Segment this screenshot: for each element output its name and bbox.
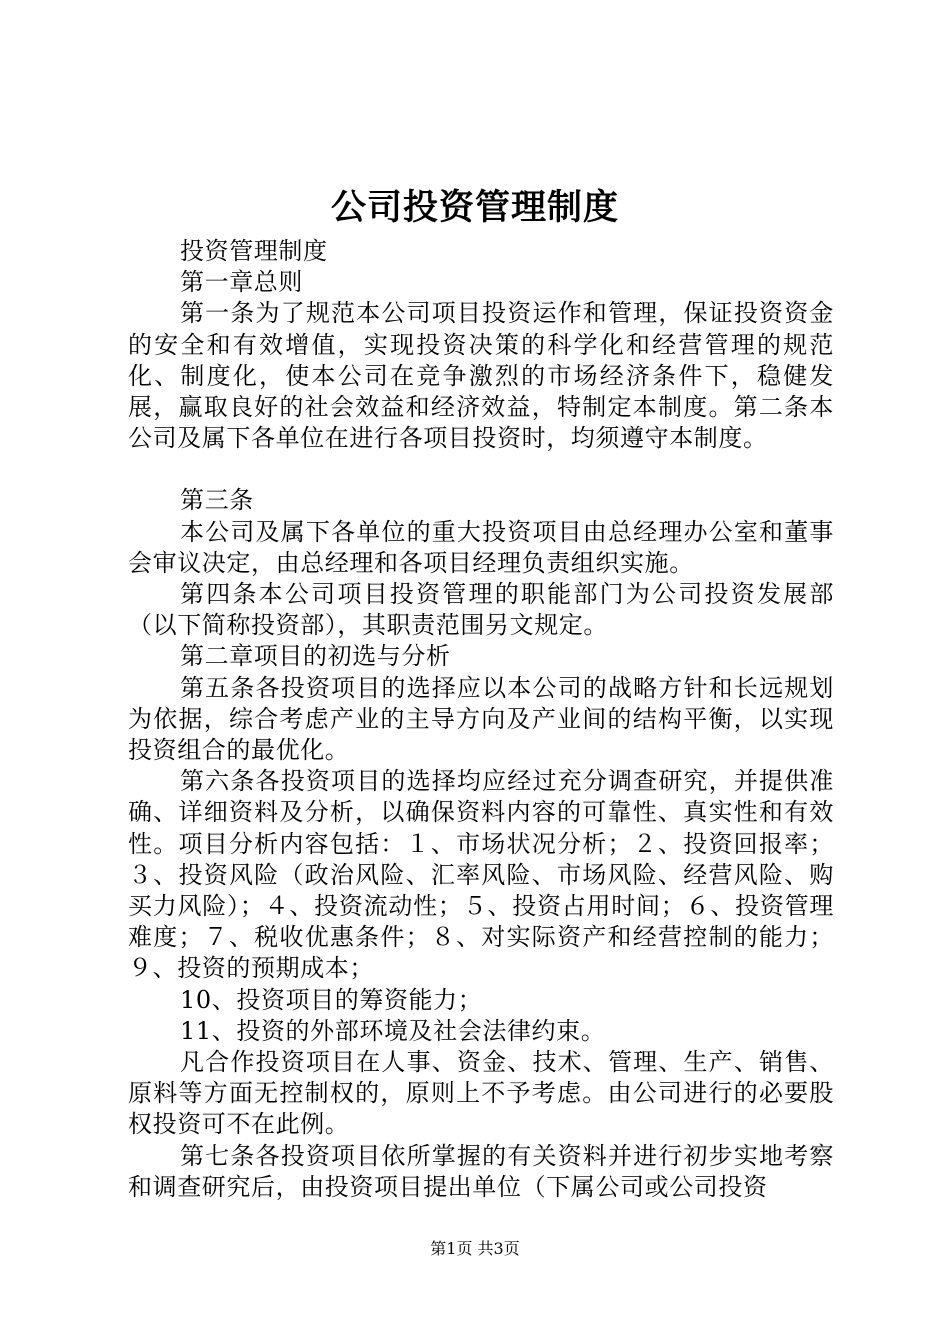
document-title: 公司投资管理制度 — [330, 187, 619, 228]
chapter-heading: 第一章总则 — [180, 268, 303, 297]
paragraph: 第三条 — [180, 486, 254, 515]
paragraph-spacer — [128, 454, 834, 485]
chapter-heading: 第二章项目的初选与分析 — [180, 642, 451, 671]
paragraph: 投资管理制度 — [180, 237, 328, 265]
paragraph: 第七条各投资项目依所掌握的有关资料并进行初步实地考察和调查研究后，由投资项目提出单位（下属公司或公司投资 — [128, 1141, 834, 1201]
paragraph: 第六条各投资项目的选择均应经过充分调查研究，并提供准确、详细资料及分析，以确保资料内容的可靠性、真实性和有效性。项目分析内容包括：１、市场状况分析；２、投资回报率；３、投资风险（政治风险、汇率风险、市场风险、经营风险、购买力风险）；４、投资流动性；５、投资占用时间；６、投资管理难度；７、税收优惠条件；８、对实际资产和经营控制的能力；９、投资的预期成本； — [128, 767, 834, 983]
paragraph: 第四条本公司项目投资管理的职能部门为公司投资发展部（以下简称投资部），其职责范围另文规定。 — [128, 580, 834, 640]
paragraph: 10、投资项目的筹资能力； — [180, 985, 483, 1014]
document-body — [128, 236, 834, 1203]
paragraph: 本公司及属下各单位的重大投资项目由总经理办公室和董事会审议决定，由总经理和各项目经理负责组织实施。 — [128, 517, 834, 577]
paragraph: 第一条为了规范本公司项目投资运作和管理，保证投资资金的安全和有效增值，实现投资决策的科学化和经营管理的规范化、制度化，使本公司在竞争激烈的市场经济条件下，稳健发展，赢取良好的社会效益和经济效益，特制定本制度。第二条本公司及属下各单位在进行各项目投资时，均须遵守本制度。 — [128, 299, 834, 453]
paragraph: 凡合作投资项目在人事、资金、技术、管理、生产、销售、原料等方面无控制权的，原则上不予考虑。由公司进行的必要股权投资可不在此例。 — [128, 1048, 834, 1139]
paragraph: 11、投资的外部环境及社会法律约束。 — [180, 1016, 606, 1045]
page-footer: 第1页 共3页 — [430, 1239, 520, 1258]
paragraph: 第五条各投资项目的选择应以本公司的战略方针和长远规划为依据，综合考虑产业的主导方向及产业间的结构平衡，以实现投资组合的最优化。 — [128, 673, 834, 765]
